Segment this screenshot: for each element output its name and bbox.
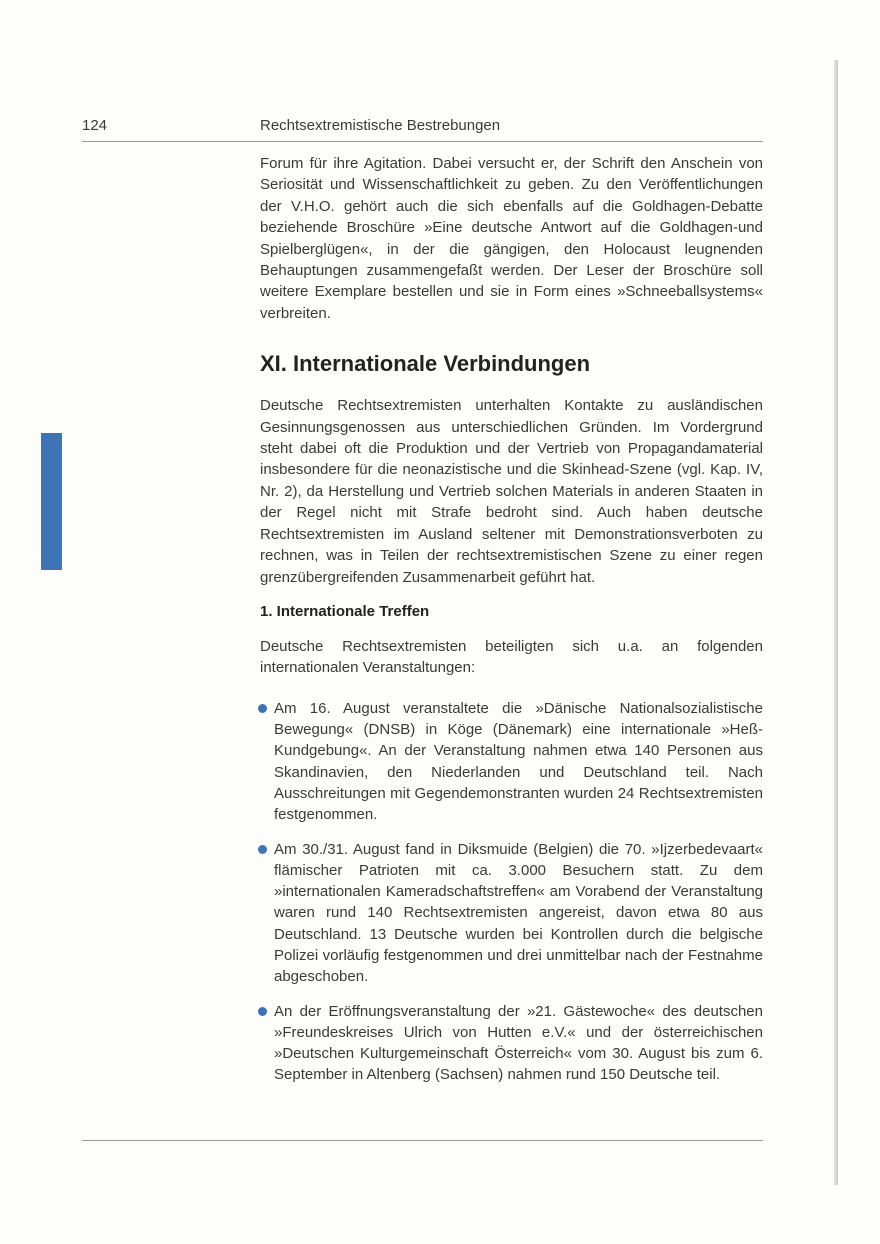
page-edge-shadow bbox=[834, 60, 838, 1185]
list-item-text: Am 30./31. August fand in Diksmuide (Belgien) die 70. »Ijzerbedevaart« flämischer Patrioten mit ca. 3.000 Besuchern statt. Zu dem »internationalen Kameradschaftstreffen« am Vorabend der Veranstaltung waren rund 140 Rechtsextremisten angereist, davon etwa 80 aus Deutschland. 13 Deutsche wurden bei Kontrollen durch die belgische Polizei vorläufig festgenommen und drei unmittelbar nach der Festnahme abgeschoben. bbox=[274, 840, 763, 986]
chapter-marker-tab bbox=[41, 433, 62, 570]
list-item bbox=[258, 1001, 763, 1086]
list-item-text: An der Eröffnungsveranstaltung der »21. Gästewoche« des deutschen »Freundeskreises Ulrich von Hutten e.V.« und der österreichischen »Deutschen Kulturgemeinschaft Österreich« vom 30. August bis zum 6. September in Altenberg (Sachsen) nahmen rund 150 Deutsche teil. bbox=[274, 1002, 763, 1084]
list-item bbox=[258, 698, 763, 826]
list-item bbox=[258, 839, 763, 988]
bullet-icon bbox=[258, 1007, 267, 1016]
main-content bbox=[260, 153, 763, 1099]
bullet-icon bbox=[258, 704, 267, 713]
footer-rule bbox=[82, 1140, 763, 1141]
event-list bbox=[260, 698, 763, 1086]
list-item-text: Am 16. August veranstaltete die »Dänische Nationalsozialistische Bewegung« (DNSB) in Köge (Dänemark) eine internationale »Heß-Kundgebung«. An der Veranstaltung nahmen etwa 140 Personen aus Skandinavien, den Niederlanden und Deutschland teil. Nach Ausschreitungen mit Gegendemonstranten wurden 24 Rechtsextremisten festgenommen. bbox=[274, 699, 763, 824]
subsection-intro: Deutsche Rechtsextremisten beteiligten sich u.a. an folgenden internationalen Veranstaltungen: bbox=[260, 637, 763, 677]
page-number: 124 bbox=[82, 117, 108, 134]
bullet-icon bbox=[258, 845, 267, 854]
section-paragraph: Deutsche Rechtsextremisten unterhalten Kontakte zu ausländischen Gesinnungsgenossen aus unterschiedlichen Gründen. Im Vordergrund steht dabei oft die Produktion und der Vertrieb von Propagandamaterial insbesondere für die neonazistische und die Skinhead-Szene (vgl. Kap. IV, Nr. 2), da Herstellung und Vertrieb solchen Materials in anderen Staaten in der Regel nicht mit Strafe bedroht sind. Auch haben deutsche Rechtsextremisten im Ausland seltener mit Demonstrationsverboten zu rechnen, was in Teilen der rechtsextremistischen Szene zu einer regen grenzübergreifenden Zusammenarbeit geführt hat. bbox=[260, 397, 763, 586]
intro-paragraph: Forum für ihre Agitation. Dabei versucht er, der Schrift den Anschein von Seriosität und Wissenschaftlichkeit zu geben. Zu den Veröffentlichungen der V.H.O. gehört auch die sich ebenfalls auf die Goldhagen-Debatte beziehende Broschüre »Eine deutsche Antwort auf die Goldhagen-und Spielberglügen«, in der die gängigen, den Holocaust leugnenden Behauptungen zusammengefaßt werden. Der Leser der Broschüre soll weitere Exemplare bestellen und sie in Form eines »Schneeballsystems« verbreiten. bbox=[260, 155, 763, 322]
running-title: Rechtsextremistische Bestrebungen bbox=[260, 117, 501, 134]
header-rule bbox=[82, 141, 763, 142]
subsection-title: 1. Internationale Treffen bbox=[260, 602, 430, 620]
section-title: XI. Internationale Verbindungen bbox=[260, 351, 591, 377]
